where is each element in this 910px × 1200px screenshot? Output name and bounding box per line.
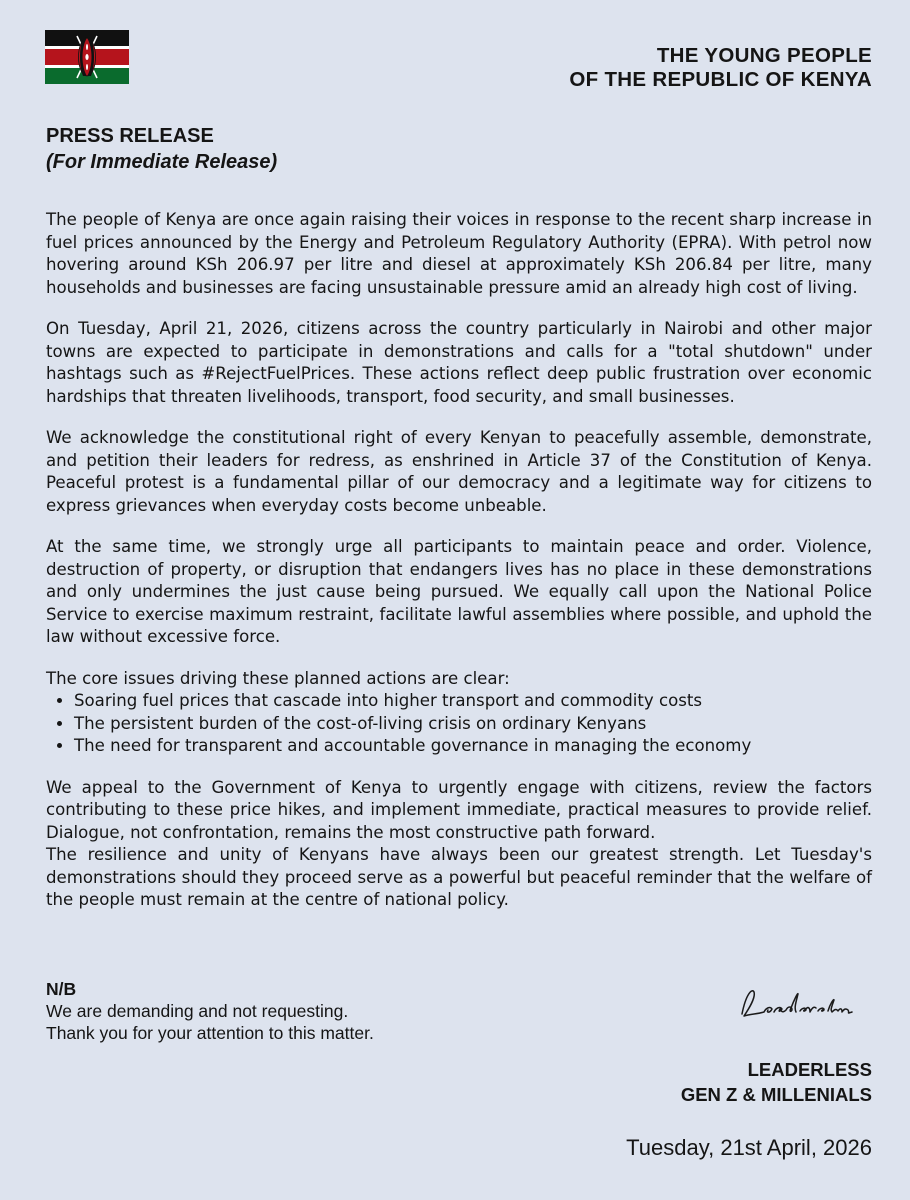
nb-heading: N/B [46,979,77,999]
paragraph-resilience: The resilience and unity of Kenyans have always been our greatest strength. Let Tuesday's demonstrations should they proceed serve as a powerful but peaceful reminder that the welfare of the people must remain at the centre of national policy. [46,845,872,909]
paragraph-government-appeal: We appeal to the Government of Kenya to urgently engage with citizens, review the factors contributing to these price hikes, and implement immediate, practical measures to provide relief. Dialogue, not confrontation, remains the most constructive path forward. [46,777,872,842]
release-date: Tuesday, 21st April, 2026 [626,1135,872,1160]
issues-intro: The core issues driving these planned actions are clear: [46,668,510,688]
signatory-line-2: GEN Z & MILLENIALS [680,1084,872,1105]
nota-bene [46,978,374,1044]
paragraph-constitutional-right: We acknowledge the constitutional right of every Kenyan to peacefully assemble, demonstrate, and petition their leaders for redress, as enshrined in Article 37 of the Constitution of Kenya. Peaceful protest is a fundamental pillar of our democracy and a legitimate way for citizens to express grievances when everyday costs become unbeable. [46,428,872,515]
list-item: • The persistent burden of the cost-of-living crisis on ordinary Kenyans [74,713,872,736]
organization-header [569,44,872,92]
release-body [46,209,872,931]
paragraph-peace-appeal: At the same time, we strongly urge all participants to maintain peace and order. Violence, destruction of property, or disruption that endangers lives has no place in these demonstrations and only undermines the just cause being pursued. We equally call upon the National Police Service to exercise maximum restraint, facilitate lawful assemblies where possible, and uphold the law without excessive force. [46,537,872,646]
press-release-subtitle: (For Immediate Release) [46,151,278,173]
press-release-title: PRESS RELEASE [46,125,214,147]
signatory-line-1: LEADERLESS [747,1059,872,1080]
handwritten-signature [736,984,866,1024]
list-item: • Soaring fuel prices that cascade into higher transport and commodity costs [74,690,872,713]
nb-line-2: Thank you for your attention to this matter. [46,1023,374,1043]
list-item: • The need for transparent and accountable governance in managing the economy [74,735,872,758]
release-heading [46,123,277,175]
nb-line-1: We are demanding and not requesting. [46,1001,349,1021]
paragraph-demonstrations: On Tuesday, April 21, 2026, citizens across the country particularly in Nairobi and other major towns are expected to participate in demonstrations and calls for a "total shutdown" under hashtags such as #RejectFuelPrices. These actions reflect deep public frustration over economic hardships that threaten livelihoods, transport, food security, and small businesses. [46,319,872,406]
issues-list [46,690,872,758]
org-line-1: THE YOUNG PEOPLE [656,44,872,67]
kenya-flag-icon [45,30,129,84]
signatory [681,1057,872,1107]
org-line-2: OF THE REPUBLIC OF KENYA [569,68,872,91]
paragraph-fuel-prices: The people of Kenya are once again raising their voices in response to the recent sharp increase in fuel prices announced by the Energy and Petroleum Regulatory Authority (EPRA). With petrol now hovering around KSh 206.97 per litre and diesel at approximately KSh 206.84 per litre, many households and businesses are facing unsustainable pressure amid an already high cost of living. [46,210,872,297]
